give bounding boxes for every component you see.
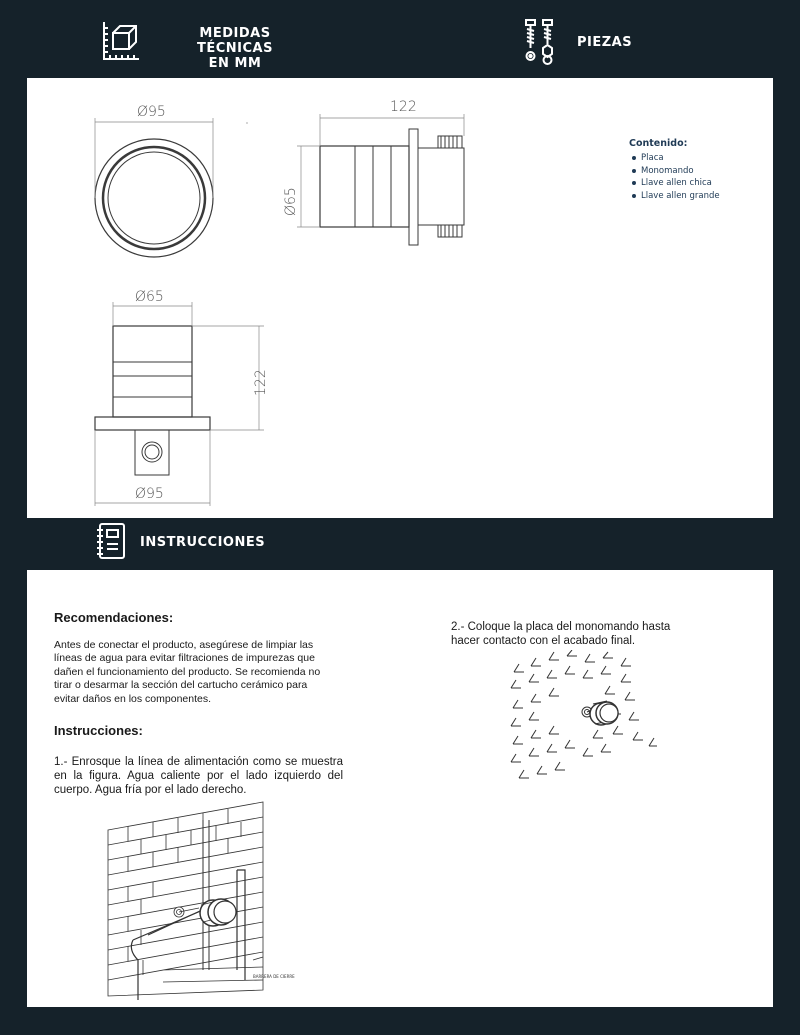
recommendations-heading: Recomendaciones: [54, 610, 174, 625]
instructions-heading: Instrucciones: [54, 723, 143, 738]
installation-figure-1 [103, 800, 303, 1000]
instructions-title: INSTRUCCIONES [140, 535, 266, 550]
parts-list [629, 138, 720, 202]
front-view-drawing [95, 118, 247, 257]
step-2-text: 2.- Coloque la placa del monomando hasta hacer contacto con el acabado final. [451, 621, 671, 647]
parts-list-title: Contenido: [629, 138, 688, 149]
list-item: Llave allen grande [641, 190, 720, 201]
instructions-panel [27, 570, 773, 1007]
side-view-drawing [297, 114, 464, 245]
side-diameter-label: Ø65 [283, 187, 299, 216]
installation-figure-2 [509, 650, 659, 790]
top-length-label: 122 [253, 369, 269, 396]
top-view-drawing [95, 302, 264, 506]
list-item: Monomando [641, 165, 720, 178]
list-item: Llave allen chica [641, 177, 720, 190]
notebook-icon [95, 522, 127, 560]
figure-1-note: BARRERA DE CIERRE [253, 974, 295, 979]
side-length-label: 122 [390, 99, 417, 115]
tech-measures-title: MEDIDAS TÉCNICAS EN MM [197, 26, 273, 71]
step-1-text: 1.- Enrosque la línea de alimentación como se muestra en la figura. Agua caliente por el lado izquierdo del cuerpo. Agua fría por el lado derecho. [54, 756, 343, 796]
list-item: Placa [641, 152, 720, 165]
ruler-cube-icon [101, 20, 141, 62]
front-diameter-label: Ø95 [137, 104, 166, 120]
screws-icon [524, 18, 554, 66]
bottom-diameter-label: Ø95 [135, 486, 164, 502]
parts-title: PIEZAS [577, 35, 633, 50]
recommendations-text: Antes de conectar el producto, asegúrese de limpiar las líneas de agua para evitar filtraciones de impurezas que dañen el funcionamiento del producto. Se recomienda no tirar o desarmar la sección del cartucho cerámico para evitar daños en los componentes. [54, 639, 321, 705]
technical-drawings-panel [27, 78, 773, 518]
top-diameter-label: Ø65 [135, 289, 164, 305]
